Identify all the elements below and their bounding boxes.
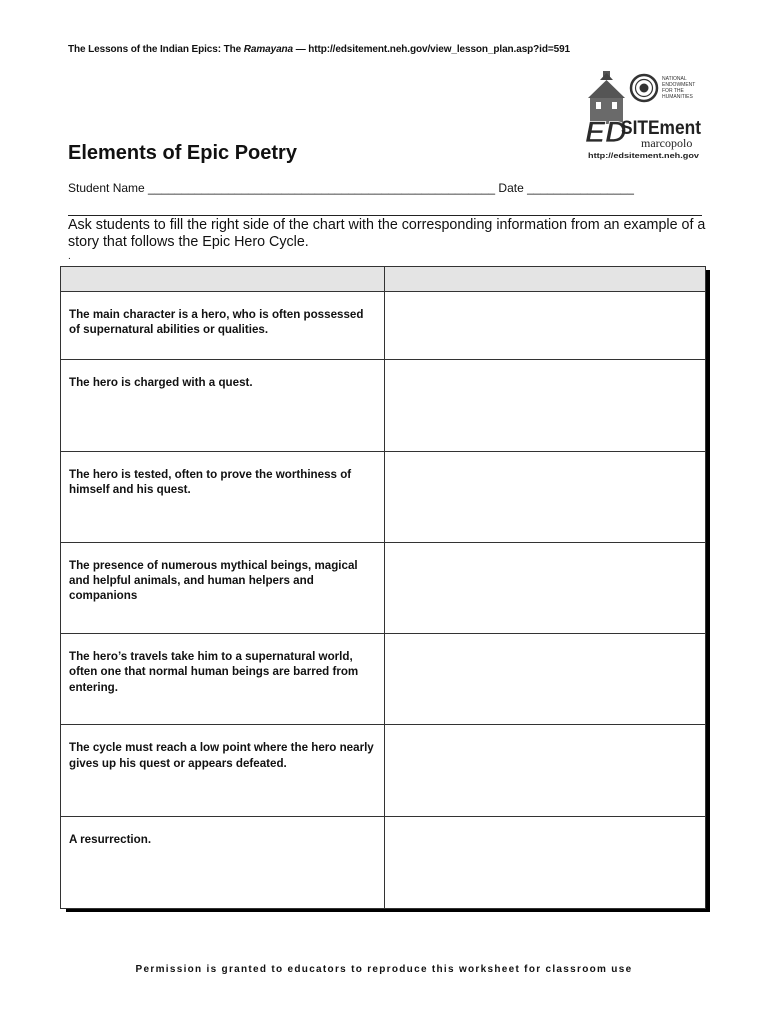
divider — [68, 215, 702, 216]
answer-cell[interactable] — [385, 725, 706, 816]
seal-text-3: FOR THE — [662, 88, 684, 94]
lesson-header: The Lessons of the Indian Epics: The Ramayana — http://edsitement.neh.gov/view_lesson_plan.asp?id=591 — [68, 44, 570, 55]
stray-dot: . — [68, 251, 71, 262]
student-name-date-line: Student Name ____________________________________________________ Date ________________ — [68, 181, 634, 195]
answer-cell[interactable] — [385, 542, 706, 633]
element-cell: The presence of numerous mythical beings, magical and helpful animals, and human helpers and companions — [61, 542, 385, 633]
seal-text-2: ENDOWMENT — [662, 82, 696, 88]
table-row — [61, 634, 706, 725]
logo-ed: ED — [585, 116, 627, 149]
page-title: Elements of Epic Poetry — [68, 142, 297, 164]
header-cell-element — [61, 267, 385, 292]
answer-cell[interactable] — [385, 360, 706, 451]
element-cell: A resurrection. — [61, 816, 385, 908]
edsitement-logo — [584, 68, 704, 162]
table-row — [61, 451, 706, 542]
seal-text-1: NATIONAL — [662, 76, 687, 82]
logo-marcopolo: marcopolo — [641, 136, 693, 150]
answer-cell[interactable] — [385, 451, 706, 542]
seal-text-4: HUMANITIES — [662, 94, 693, 100]
logo-sitement: SITEment — [621, 118, 702, 139]
epic-title: Ramayana — [243, 44, 294, 55]
permission-footer: Permission is granted to educators to reproduce this worksheet for classroom use — [135, 964, 633, 975]
element-cell: The main character is a hero, who is often possessed of supernatural abilities or qualities. — [61, 292, 385, 360]
table-row — [61, 542, 706, 633]
instructions: Ask students to fill the right side of the chart with the corresponding information from an example of a story that follows the Epic Hero Cycle. — [68, 217, 706, 250]
table-row — [61, 360, 706, 451]
table-row — [61, 816, 706, 908]
neh-seal-icon — [631, 75, 657, 101]
element-cell: The cycle must reach a low point where the hero nearly gives up his quest or appears defeated. — [61, 725, 385, 816]
table-row — [61, 292, 706, 360]
logo-url: http://edsitement.neh.gov — [588, 151, 700, 160]
answer-cell[interactable] — [385, 634, 706, 725]
element-cell: The hero is charged with a quest. — [61, 360, 385, 451]
epic-elements-table — [60, 266, 706, 909]
element-cell: The hero’s travels take him to a supernatural world, often one that normal human beings are barred from entering. — [61, 634, 385, 725]
table-row — [61, 725, 706, 816]
table-header-row — [61, 267, 706, 292]
answer-cell[interactable] — [385, 816, 706, 908]
header-cell-example — [385, 267, 706, 292]
answer-cell[interactable] — [385, 292, 706, 360]
element-cell: The hero is tested, often to prove the worthiness of himself and his quest. — [61, 451, 385, 542]
